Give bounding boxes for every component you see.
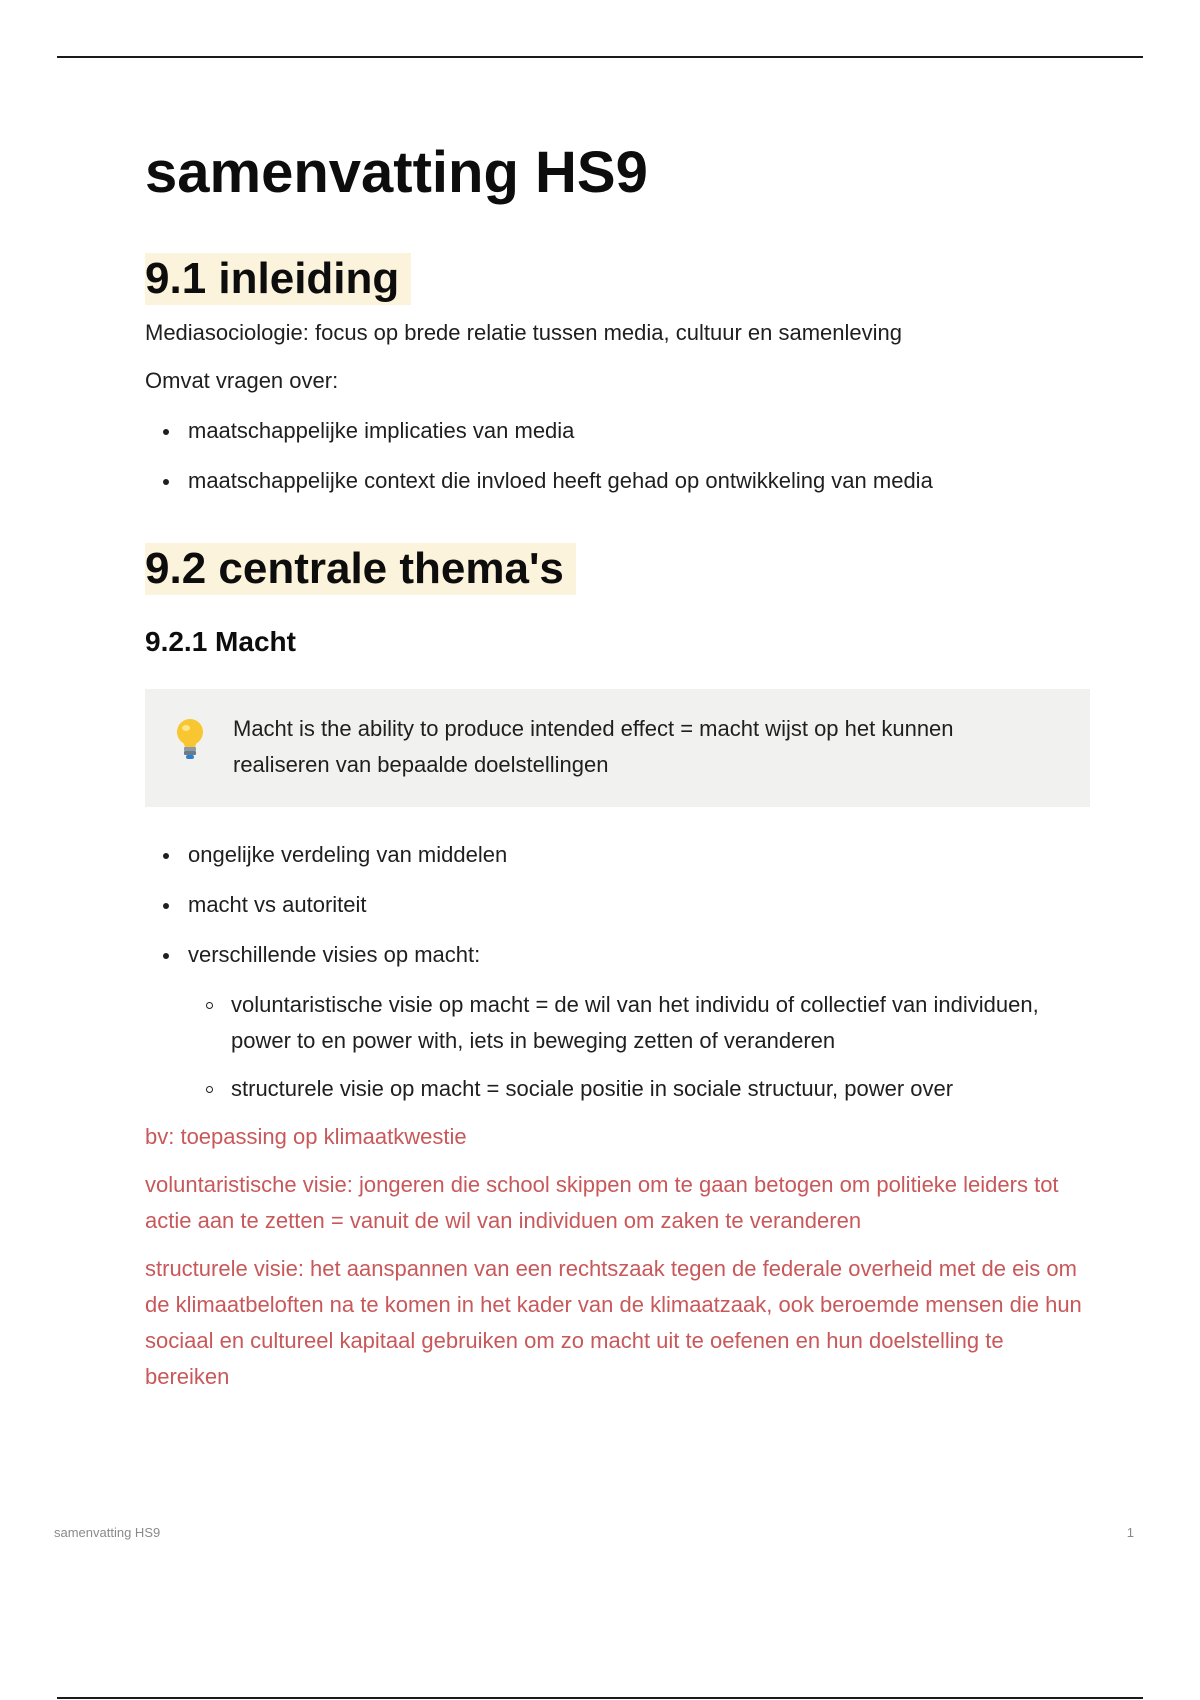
section-1-heading: 9.1 inleiding [145,253,411,305]
section-1-intro: Mediasociologie: focus op brede relatie tussen media, cultuur en samenleving [145,319,902,345]
example-structural: structurele visie: het aanspannen van een rechtszaak tegen de federale overheid met de eis om de klimaatbeloften na te komen in het kader van de klimaatzaak, ook beroemde mensen die hun sociaal en cultureel kapitaal gebruiken om zo macht uit te oefenen en hun doelstelling te bereiken [145,1255,1082,1389]
footer-document-title: samenvatting HS9 [54,1525,161,1540]
footer-page-number: 1 [1126,1525,1134,1540]
list-item: verschillende visies op macht: [145,937,1090,973]
page-content [145,140,1090,1395]
section-1 [145,253,1090,499]
list-item: maatschappelijke context die invloed heeft gehad op ontwikkeling van media [145,463,1090,499]
list-item: ongelijke verdeling van middelen [145,837,1090,873]
section-1-bullet-list [145,413,1090,499]
section-2-heading: 9.2 centrale thema's [145,543,576,595]
subsection-macht-heading: 9.2.1 Macht [145,625,296,657]
callout-text: Macht is the ability to produce intended effect = macht wijst op het kunnen realiseren van bepaalde doelstellingen [233,715,954,777]
callout-box [145,689,1090,807]
section-1-lead: Omvat vragen over: [145,367,339,393]
list-item: maatschappelijke implicaties van media [145,413,1090,449]
lightbulb-icon [173,711,233,766]
example-voluntaristic: voluntaristische visie: jongeren die school skippen om te gaan betogen om politieke leiders tot actie aan te zetten = vanuit de wil van individuen om zaken te veranderen [145,1171,1059,1233]
macht-bullet-list [145,837,1090,973]
top-rule [57,56,1143,58]
list-item: structurele visie op macht = sociale positie in sociale structuur, power over [188,1071,1090,1107]
macht-sub-bullet-list [188,987,1090,1107]
example-heading: bv: toepassing op klimaatkwestie [145,1123,467,1149]
list-item: voluntaristische visie op macht = de wil van het individu of collectief van individuen, power to en power with, iets in beweging zetten of veranderen [188,987,1090,1059]
section-2 [145,543,1090,1395]
bottom-rule [57,1697,1143,1699]
page-title: samenvatting HS9 [145,140,648,205]
list-item: macht vs autoriteit [145,887,1090,923]
